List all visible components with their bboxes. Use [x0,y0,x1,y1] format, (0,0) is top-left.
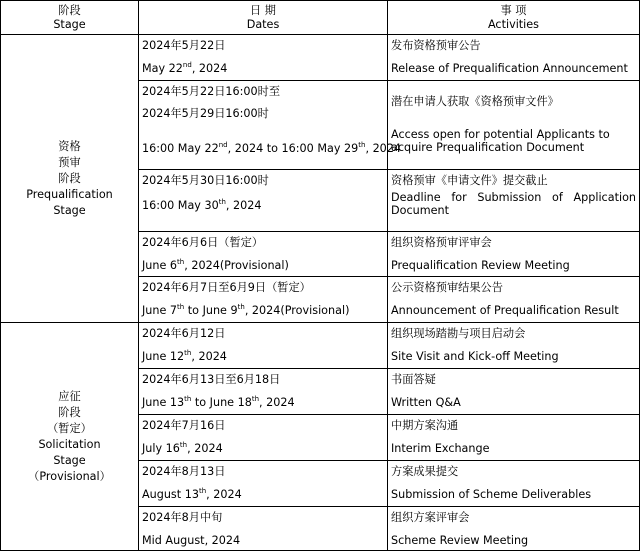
date-en: Mid August, 2024 [142,534,241,547]
stage-line: 资格 [58,139,81,153]
activity-en: Scheme Review Meeting [391,534,529,547]
date-cn: 2024年5月30日16:00时 [142,174,269,187]
date-cell [139,277,388,323]
activity-cell [388,35,640,81]
activity-cell [388,81,640,170]
activity-cell [388,415,640,461]
activity-cn: 公示资格预审结果公告 [391,281,503,294]
date-cell [139,415,388,461]
activity-cn: 发布资格预审公告 [391,39,481,52]
activity-cell [388,232,640,277]
activity-en: Deadline for Submission of Application Document [391,191,636,217]
stage-line: 预审 [58,155,81,169]
date-cn: 2024年6月12日 [142,327,226,340]
header-stage-en: Stage [53,17,86,31]
date-cell [139,35,388,81]
date-cn: 2024年5月22日 [142,39,226,52]
date-cell [139,507,388,551]
date-en: June 7th to June 9th, 2024(Provisional) [142,303,350,317]
table-row [1,35,640,81]
header-dates-en: Dates [246,17,280,31]
activity-en: Interim Exchange [391,442,490,455]
activity-cn: 书面答疑 [391,373,436,386]
date-cell [139,323,388,369]
stage-line: 阶段 [58,405,81,419]
header-activities-cn: 事 项 [500,3,527,17]
date-cell [139,461,388,507]
date-cell [139,170,388,232]
stage-line: Solicitation [38,437,101,451]
stage-line: Stage [53,203,86,217]
activity-cell [388,507,640,551]
stage-line: 阶段 [58,171,81,185]
date-en: June 12th, 2024 [142,349,227,363]
activity-en: Submission of Scheme Deliverables [391,488,592,501]
date-cn: 2024年7月16日 [142,419,226,432]
activity-cell [388,277,640,323]
activity-cn: 方案成果提交 [391,465,459,478]
date-en: 16:00 May 30th, 2024 [142,198,262,212]
stage-line: 应征 [58,389,81,403]
activity-en: Access open for potential Applicants to acquire Prequalification Document [391,128,610,154]
activity-cn: 组织方案评审会 [391,511,470,524]
header-dates [139,1,388,35]
activity-en: Prequalification Review Meeting [391,259,570,272]
date-en: June 13th to June 18th, 2024 [142,395,295,409]
date-cn: 2024年8月13日 [142,465,226,478]
header-activities [388,1,640,35]
date-cn: 2024年6月6日（暂定） [142,236,264,249]
date-cn: 2024年5月22日16:00时至 [142,85,281,98]
header-dates-cn: 日 期 [250,3,276,17]
stage-line: （Provisional） [28,469,111,483]
header-stage [1,1,139,35]
date-cn: 2024年6月7日至6月9日（暂定） [142,281,311,294]
date-en: May 22nd, 2024 [142,61,228,75]
header-stage-cn: 阶段 [58,3,81,17]
activity-en: Written Q&A [391,396,461,409]
activity-cell [388,461,640,507]
table-row [1,323,640,369]
date-cn-2: 2024年5月29日16:00时 [142,107,269,120]
activity-cell [388,170,640,232]
date-cn: 2024年8月中旬 [142,511,223,524]
date-en: 16:00 May 22nd, 2024 to 16:00 May 29th, 2024 [142,141,402,155]
date-cell [139,232,388,277]
stage-prequalification [1,35,139,323]
stage-line: Stage [53,453,86,467]
activity-en: Release of Prequalification Announcement [391,62,628,75]
date-cn: 2024年6月13日至6月18日 [142,373,281,386]
date-cell [139,369,388,415]
stage-solicitation [1,323,139,551]
activity-cell [388,323,640,369]
stage-line: Prequalification [26,187,113,201]
activity-cell [388,369,640,415]
activity-cn: 中期方案沟通 [391,419,459,432]
stage-line: （暂定） [47,421,92,435]
activity-cn: 组织现场踏勘与项目启动会 [391,327,526,340]
header-activities-en: Activities [487,17,540,31]
date-en: July 16th, 2024 [142,441,223,455]
activity-cn: 潜在申请人获取《资格预审文件》 [391,95,559,108]
date-en: August 13th, 2024 [142,487,242,501]
table-header-row [1,1,640,35]
activity-en: Site Visit and Kick-off Meeting [391,350,559,363]
activity-en: Announcement of Prequalification Result [391,304,619,317]
activity-cn: 组织资格预审评审会 [391,236,492,249]
activity-cn: 资格预审《申请文件》提交截止 [391,174,548,187]
date-cell [139,81,402,170]
date-en: June 6th, 2024(Provisional) [142,258,289,272]
